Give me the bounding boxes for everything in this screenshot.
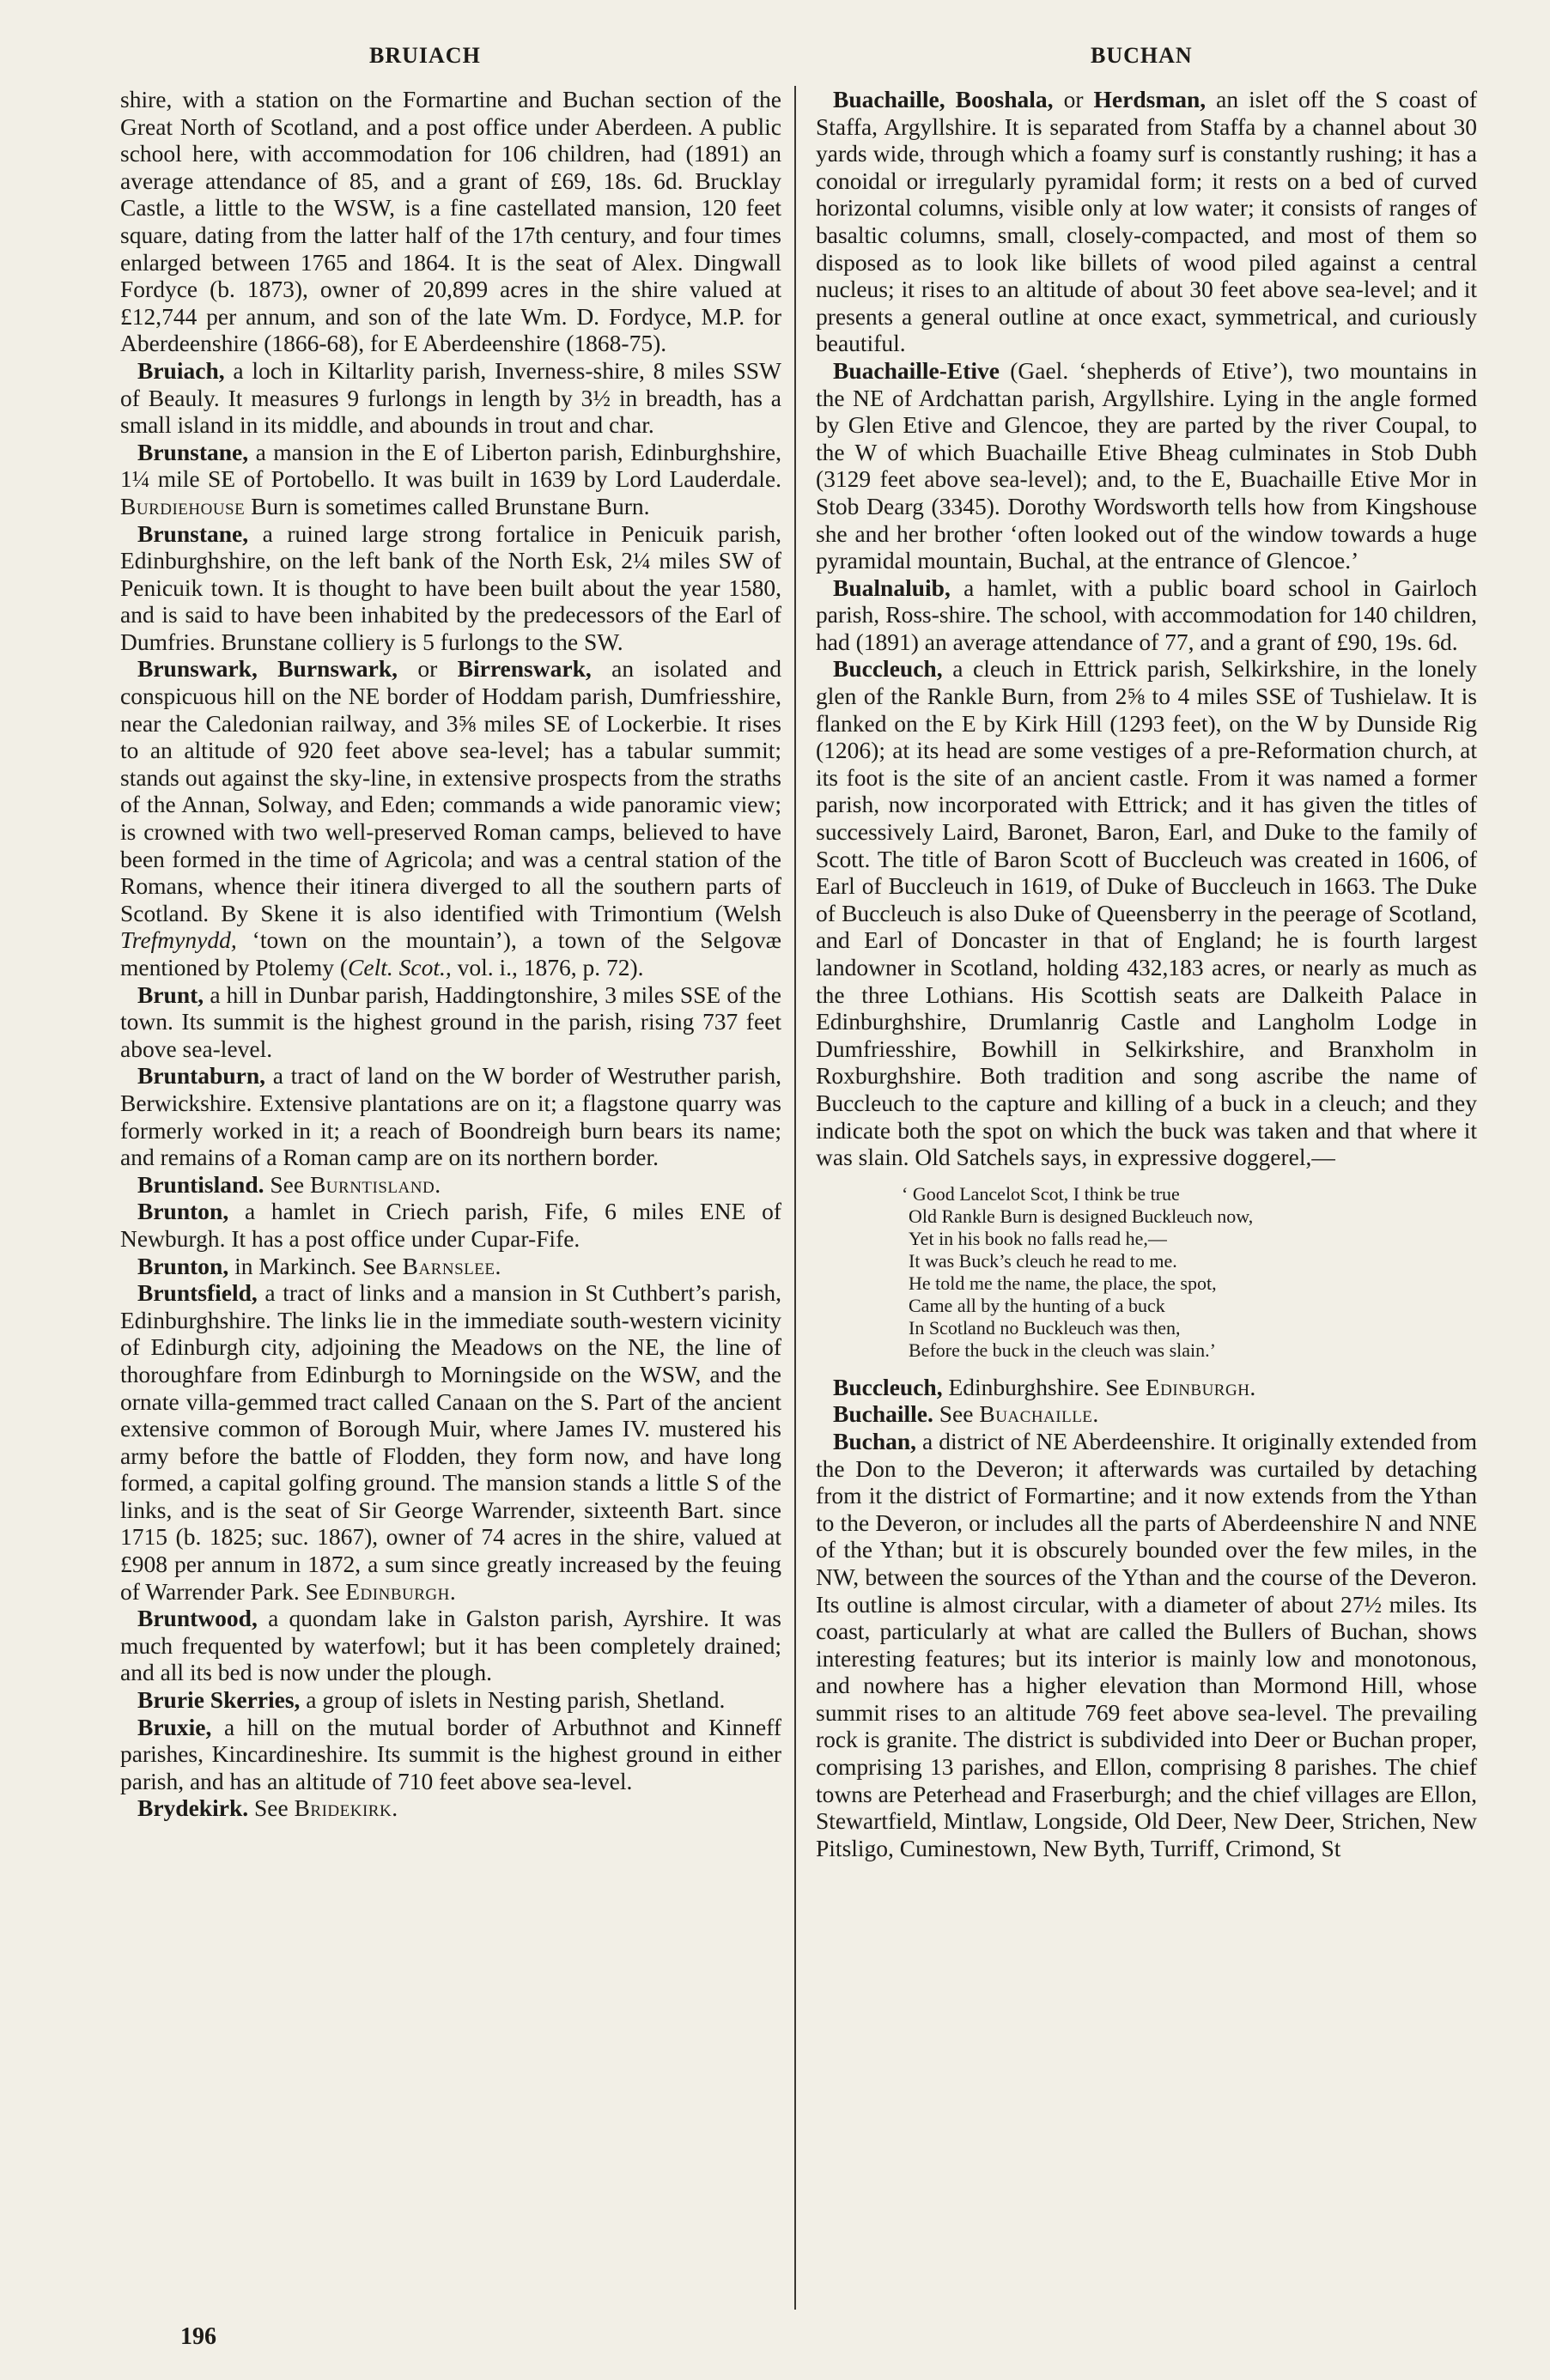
entry-text: See [270, 1170, 305, 1198]
verse-line: It was Buck’s cleuch he read to me. [909, 1249, 1177, 1272]
right-column [816, 86, 1477, 1861]
entry-headword: Buccleuch, [833, 1373, 943, 1400]
headword-connector: or [417, 655, 438, 683]
entry-text: Burn is sometimes called Brunstane Burn. [251, 492, 650, 519]
cross-reference: Edinburgh. [1145, 1373, 1256, 1400]
entry-headword: Brunswark, Burnswark, [137, 655, 398, 683]
page-number: 196 [180, 2323, 216, 2350]
cross-reference: Bridekirk. [294, 1794, 398, 1822]
gazetteer-entry [120, 439, 781, 520]
entry-text: a hill in Dunbar parish, Haddingtonshire, 3 miles SSE of the town. Its summit is the highest ground in the parish, rising 737 feet above sea-level. [120, 981, 782, 1062]
entry-text: in Markinch. See [234, 1252, 397, 1279]
entry-headword: Bruntsfield, [137, 1279, 258, 1307]
entry-headword: Brunton, [137, 1198, 229, 1225]
verse-line: He told me the name, the place, the spot, [909, 1272, 1217, 1294]
entry-text: an islet off the S coast of Staffa, Argyllshire. It is separated from Staffa by a channel about 30 yards wide, through which a foamy surf is constantly rushing; it has a conoidal or irregularly pyramidal form; it rests on a bed of curved horizontal columns, visible only at low water; it consists of ranges of basaltic columns, small, closely-compacted, and most of them so disposed as to look like billets of wood piled against a central nucleus; it rises to an altitude of about 30 feet above sea-level; and it presents a general outline at once exact, symmetrical, and curiously beautiful. [816, 86, 1478, 357]
cross-reference: Burdiehouse [120, 492, 246, 519]
gazetteer-entry [816, 1428, 1477, 1862]
gazetteer-entry [120, 981, 781, 1063]
entry-headword: Buccleuch, [833, 655, 943, 683]
gazetteer-entry [120, 1605, 781, 1686]
entry-headword: Buchan, [833, 1427, 917, 1454]
entry-text: shire, with a station on the Formartine and Buchan section of the Great North of Scotland, and a post office under Aberdeen. A public school here, with accommodation for 106 children, had (1891) an average attendance of 85, and a grant of £69, 18s. 6d. Brucklay Castle, a little to the WSW, is a fine castellated mansion, 120 feet square, dating from the latter half of the 17th century, and four times enlarged between 1765 and 1864. It is the seat of Alex. Dingwall Fordyce (b. 1873), owner of 20,899 acres in the shire valued at £12,744 per annum, and son of the late Wm. D. Fordyce, M.P. for Aberdeenshire (1866-68), for E Aberdeenshire (1868-75). [120, 86, 781, 357]
entry-text: See [939, 1400, 974, 1428]
entry-headword: Bruxie, [137, 1713, 212, 1740]
entry-headword: Brunt, [137, 981, 204, 1008]
entry-text: a loch in Kiltarlity parish, Inverness-shire, 8 miles SSW of Beauly. It measures 9 furlongs in length by 3½ in breadth, has a small island in its middle, and abounds in trout and char. [120, 356, 781, 439]
entry-text: a tract of links and a mansion in St Cuthbert’s parish, Edinburghshire. The links lie in the immediate south-western vicinity of Edinburgh city, adjoining the Meadows on the NE, the line of thoroughfare from Edinburgh to Morningside on the WSW, and the ornate villa-gemmed tract called Canaan on the S. Part of the ancient extensive common of Borough Muir, where James IV. mustered his army before the battle of Flodden, they form now, and have long formed, a capital golfing ground. The mansion stands a little S of the links, and is the seat of Sir George Warrender, sixteenth Bart. since 1715 (b. 1825; suc. 1867), owner of 74 acres in the shire, valued at £908 per annum in 1872, a sum since greatly increased by the feuing of Warrender Park. See [120, 1279, 782, 1605]
entry-text: a group of islets in Nesting parish, Shetland. [306, 1686, 726, 1714]
gazetteer-entry [816, 1400, 1477, 1428]
header-left-keyword: BRUIACH [369, 43, 481, 68]
entry-text: vol. i., 1876, p. 72). [457, 954, 644, 981]
column-divider [794, 86, 796, 2310]
gazetteer-entry [120, 1171, 781, 1199]
gazetteer-entry [816, 655, 1477, 1170]
gazetteer-entry [816, 86, 1477, 357]
headword-connector: or [1063, 86, 1084, 112]
cross-reference: Burntisland. [309, 1170, 441, 1198]
cross-reference: Buachaille. [979, 1400, 1099, 1428]
gazetteer-entry [120, 1714, 781, 1795]
gazetteer-entry [816, 1374, 1477, 1401]
entry-headword: Buchaille. [833, 1400, 933, 1428]
gazetteer-entry [120, 1253, 781, 1280]
entry-text: a tract of land on the W border of Westruther parish, Berwickshire. Extensive plantations are on it; a flagstone quarry was formerly worked in it; a reach of Boondreigh burn bears its name; and remains of a Roman camp are on its northern border. [120, 1062, 781, 1171]
gazetteer-entry [120, 655, 781, 981]
entry-headword: Buachaille, Booshala, [833, 86, 1054, 112]
verse-line: ‘ Good Lancelot Scot, I think be true [902, 1182, 1180, 1205]
entry-headword: Brurie Skerries, [137, 1686, 301, 1714]
entry-text: Edinburghshire. See [948, 1373, 1140, 1400]
verse-quotation [902, 1183, 1477, 1362]
entry-headword: Brunstane, [137, 519, 249, 547]
entry-text: ‘town on the mountain’), a town of the Selgovæ mentioned by Ptolemy ( [120, 926, 782, 981]
entry-headword: Bruntisland. [137, 1170, 264, 1198]
gazetteer-entry [120, 357, 781, 439]
verse-line: Old Rankle Burn is designed Buckleuch now, [909, 1205, 1254, 1227]
entry-headword: Brydekirk. [137, 1794, 249, 1822]
entry-italic: Trefmynydd, [120, 926, 237, 954]
entry-headword: Buachaille-Etive [833, 356, 1000, 384]
entry-headword-variant: Herdsman, [1093, 86, 1207, 112]
gazetteer-entry [120, 1794, 781, 1822]
gazetteer-entry [120, 1686, 781, 1714]
entry-headword: Bruntwood, [137, 1605, 258, 1632]
gazetteer-entry [816, 574, 1477, 656]
entry-headword: Brunstane, [137, 438, 249, 465]
entry-headword: Bualnaluib, [833, 574, 951, 601]
entry-text: (Gael. ‘shepherds of Etive’), two mountains in the NE of Ardchattan parish, Argyllshire. Lying in the angle formed by Glen Etive and Glencoe, they are parted by the river Coupal, to the W of which Buachaille Etive Bheag culminates in Stob Dubh (3129 feet above sea-level); and, to the E, Buachaille Etive Mor in Stob Dearg (3345). Dorothy Wordsworth tells how from Kingshouse she and her brother ‘often looked out of the window towards a huge pyramidal mountain, Buchal, at the entrance of Glencoe.’ [816, 356, 1477, 574]
entry-text: a mansion in the E of Liberton parish, Edinburghshire, 1¼ mile SE of Portobello. It was built in 1639 by Lord Lauderdale. [120, 438, 781, 493]
entry-text: a cleuch in Ettrick parish, Selkirkshire, in the lonely glen of the Rankle Burn, from 2⅝ to 4 miles SSE of Tushielaw. It is flanked on the E by Kirk Hill (1293 feet), on the W by Dunside Rig (1206); at its head are some vestiges of a pre-Reformation church, at its foot is the site of an ancient castle. From it was named a former parish, now incorporated with Ettrick; and it has given the titles of successively Laird, Baronet, Baron, Earl, and Duke to the family of Scott. The title of Baron Scott of Buccleuch was created in 1606, of Earl of Buccleuch in 1619, of Duke of Buccleuch in 1663. The Duke of Buccleuch is also Duke of Queensberry in the peerage of Scotland, and Earl of Doncaster in that of England; he is fourth largest landowner in Scotland, holding 432,183 acres, or nearly as much as the three Lothians. His Scottish seats are Dalkeith Palace in Edinburghshire, Drumlanrig Castle and Langholm Lodge in Dumfriesshire, Bowhill in Selkirkshire, and Branxholm in Roxburghshire. Both tradition and song ascribe the name of Buccleuch to the capture and killing of a buck in a cleuch; and they indicate both the spot on which the buck was taken and that where it was slain. Old Satchels says, in expressive doggerel,— [816, 655, 1478, 1171]
verse-line: Came all by the hunting of a buck [909, 1294, 1165, 1316]
entry-text: See [253, 1794, 289, 1822]
header-right-keyword: BUCHAN [1091, 43, 1193, 68]
cross-reference: Barnslee. [402, 1252, 501, 1279]
entry-text: a quondam lake in Galston parish, Ayrshire. It was much frequented by waterfowl; but it has been completely drained; and all its bed is now under the plough. [120, 1605, 782, 1686]
entry-text: a hamlet in Criech parish, Fife, 6 miles ENE of Newburgh. It has a post office under Cupar-Fife. [120, 1198, 781, 1252]
gazetteer-entry [120, 1198, 781, 1252]
entry-text: a district of NE Aberdeenshire. It originally extended from the Don to the Deveron; it afterwards was curtailed by detaching from it the district of Formartine; and it now extends from the Ythan to the Deveron, or includes all the parts of Aberdeenshire N and NNE of the Ythan; but it is obscurely bounded over the few miles, in the NW, between the sources of the Ythan and the course of the Deveron. Its outline is almost circular, with a diameter of about 27½ miles. Its coast, particularly at what are called the Bullers of Buchan, shows interesting features; but its interior is mainly low and monotonous, and nowhere has a higher elevation than Mormond Hill, whose summit rises to an altitude 769 feet above sea-level. The prevailing rock is granite. The district is subdivided into Deer or Buchan proper, comprising 13 parishes, and Ellon, comprising 8 parishes. The chief towns are Peterhead and Fraserburgh; and the chief villages are Ellon, Stewartfield, Mintlaw, Longside, Old Deer, New Deer, Strichen, New Pitsligo, Cuminestown, New Byth, Turriff, Crimond, St [816, 1427, 1477, 1861]
verse-line: Before the buck in the cleuch was slain.’ [909, 1339, 1216, 1361]
entry-headword: Bruiach, [137, 356, 225, 384]
left-column [120, 86, 781, 1822]
cross-reference: Edinburgh. [345, 1577, 457, 1605]
continued-entry [120, 86, 781, 357]
entry-text: a hill on the mutual border of Arbuthnot and Kinneff parishes, Kincardineshire. Its summit is the highest ground in either parish, and has an altitude of 710 feet above sea-level. [120, 1713, 781, 1794]
verse-line: Yet in his book no falls read he,— [909, 1227, 1167, 1249]
entry-text: an isolated and conspicuous hill on the NE border of Hoddam parish, Dumfriesshire, near the Caledonian railway, and 3⅝ miles SE of Lockerbie. It rises to an altitude of 920 feet above sea-level; has a tabular summit; stands out against the sky-line, in extensive prospects from the straths of the Annan, Solway, and Eden; commands a wide panoramic view; is crowned with two well-preserved Roman camps, believed to have been formed in the time of Agricola; and was a central station of the Romans, whence their itinera diverged to all the southern parts of Scotland. By Skene it is also identified with Trimontium (Welsh [120, 655, 782, 926]
verse-line: In Scotland no Buckleuch was then, [909, 1316, 1181, 1339]
gazetteer-entry [120, 1279, 781, 1605]
entry-text: a hamlet, with a public board school in Gairloch parish, Ross-shire. The school, with accommodation for 140 children, had (1891) an average attendance of 77, and a grant of £90, 19s. 6d. [816, 574, 1478, 655]
entry-text: a ruined large strong fortalice in Penicuik parish, Edinburghshire, on the left bank of the North Esk, 2¼ miles SW of Penicuik town. It is thought to have been built about the year 1580, and is said to have been inhabited by the predecessors of the Earl of Dumfries. Brunstane colliery is 5 furlongs to the SW. [120, 519, 782, 655]
gazetteer-entry [816, 357, 1477, 574]
gazetteer-entry [120, 1062, 781, 1170]
entry-headword: Brunton, [137, 1252, 229, 1279]
entry-italic: Celt. Scot., [348, 954, 452, 981]
entry-headword: Bruntaburn, [137, 1062, 266, 1090]
gazetteer-entry [120, 520, 781, 656]
entry-headword-variant: Birrenswark, [457, 655, 592, 683]
